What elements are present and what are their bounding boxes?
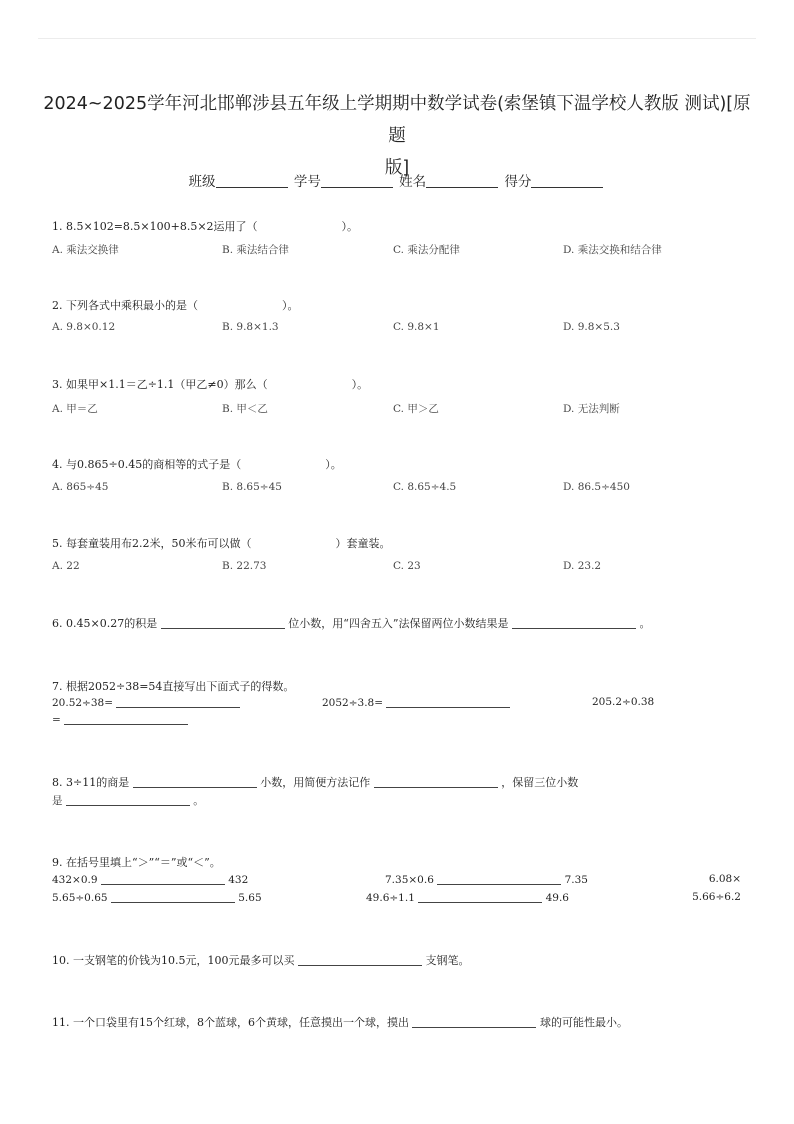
question-11 xyxy=(52,1014,628,1030)
q9-row-2-item-3: 5.66÷6.2 xyxy=(692,891,741,903)
question-1 xyxy=(52,218,358,234)
title-line-1: 2024~2025学年河北邯郸涉县五年级上学期期中数学试卷(索堡镇下温学校人教版 测试)[原题 xyxy=(43,94,751,146)
q5-option-b[interactable]: B. 22.73 xyxy=(222,560,267,572)
class-label: 班级 xyxy=(188,174,216,190)
question-9: 9. 在括号里填上“＞”“＝”或“＜”。 xyxy=(52,856,221,869)
q7-item-1 xyxy=(52,696,240,709)
class-field[interactable] xyxy=(216,173,288,188)
q7-item-3-answer xyxy=(52,713,188,726)
question-text: 6. 0.45×0.27的积是 xyxy=(52,617,158,630)
q9-blank-4[interactable] xyxy=(418,891,542,903)
q9-blank-1[interactable] xyxy=(101,873,225,885)
q9-row-2-item-1 xyxy=(52,891,262,904)
student-id-field[interactable] xyxy=(321,173,393,188)
q11-blank[interactable] xyxy=(412,1016,536,1028)
q4-option-d[interactable]: D. 86.5÷450 xyxy=(563,481,630,493)
q9-expr: 432×0.9 xyxy=(52,874,98,886)
question-text: 3. 如果甲×1.1＝乙÷1.1（甲乙≠0）那么（ xyxy=(52,378,268,391)
question-7: 7. 根据2052÷38=54直接写出下面式子的得数。 xyxy=(52,680,295,693)
q4-option-c[interactable]: C. 8.65÷4.5 xyxy=(393,481,457,493)
q9-row-1-item-2 xyxy=(385,873,588,886)
question-text-end: 。 xyxy=(193,795,204,807)
q7-expr-1: 20.52÷38= xyxy=(52,697,114,709)
q5-option-c[interactable]: C. 23 xyxy=(393,560,421,572)
question-6 xyxy=(52,615,650,631)
q9-blank-2[interactable] xyxy=(437,873,561,885)
question-text-mid: 位小数，用“四舍五入”法保留两位小数结果是 xyxy=(288,617,509,630)
q7-item-2 xyxy=(322,696,510,709)
q2-option-b[interactable]: B. 9.8×1.3 xyxy=(222,321,279,333)
q6-blank-2[interactable] xyxy=(512,617,636,629)
q8-blank-2[interactable] xyxy=(374,776,498,788)
question-text-end: 球的可能性最小。 xyxy=(539,1016,628,1029)
question-text-mid-2: ，保留三位小数 xyxy=(501,776,579,789)
q4-option-a[interactable]: A. 865÷45 xyxy=(52,481,109,493)
score-label: 得分 xyxy=(504,174,532,190)
question-text: 1. 8.5×102=8.5×100+8.5×2运用了（ xyxy=(52,220,258,233)
question-text-end: ）。 xyxy=(282,299,299,312)
q8-blank-1[interactable] xyxy=(133,776,257,788)
q3-option-c[interactable]: C. 甲＞乙 xyxy=(393,403,439,415)
q10-blank[interactable] xyxy=(298,954,422,966)
question-8 xyxy=(52,774,578,790)
name-field[interactable] xyxy=(426,173,498,188)
question-2 xyxy=(52,297,299,313)
q1-option-a[interactable]: A. 乘法交换律 xyxy=(52,244,119,256)
question-text: 8. 3÷11的商是 xyxy=(52,776,130,789)
q9-blank-3[interactable] xyxy=(111,891,235,903)
q9-value: 432 xyxy=(228,874,249,886)
q9-value: 49.6 xyxy=(545,892,569,904)
q3-option-b[interactable]: B. 甲＜乙 xyxy=(222,403,268,415)
q9-row-2-item-2 xyxy=(366,891,569,904)
q1-option-b[interactable]: B. 乘法结合律 xyxy=(222,244,289,256)
question-text: 10. 一支钢笔的价钱为10.5元，100元最多可以买 xyxy=(52,954,295,967)
question-text: 2. 下列各式中乘积最小的是（ xyxy=(52,299,198,312)
question-text: 4. 与0.865÷0.45的商相等的式子是（ xyxy=(52,458,242,471)
q7-equals: = xyxy=(52,714,61,726)
student-info-line xyxy=(0,170,794,190)
q9-expr: 7.35×0.6 xyxy=(385,874,434,886)
q9-row-1-item-3: 6.08× xyxy=(708,873,741,885)
q3-option-d[interactable]: D. 无法判断 xyxy=(563,403,620,415)
question-text: 11. 一个口袋里有15个红球，8个蓝球，6个黄球，任意摸出一个球，摸出 xyxy=(52,1016,409,1029)
question-text-end: ）。 xyxy=(325,458,342,471)
q7-blank-1[interactable] xyxy=(116,696,240,708)
score-field[interactable] xyxy=(531,173,603,188)
q2-option-d[interactable]: D. 9.8×5.3 xyxy=(563,321,620,333)
question-5 xyxy=(52,535,390,551)
q8-blank-3[interactable] xyxy=(66,794,190,806)
question-text-end: 。 xyxy=(639,617,651,630)
question-text-end: ）。 xyxy=(351,378,369,391)
q2-option-a[interactable]: A. 9.8×0.12 xyxy=(52,321,116,333)
q1-option-d[interactable]: D. 乘法交换和结合律 xyxy=(563,244,662,256)
question-text-end: ）套童装。 xyxy=(335,537,391,550)
q9-expr: 5.65÷0.65 xyxy=(52,892,108,904)
q9-row-1-item-1 xyxy=(52,873,248,886)
q9-value: 7.35 xyxy=(564,874,588,886)
q5-option-a[interactable]: A. 22 xyxy=(52,560,80,572)
q4-option-b[interactable]: B. 8.65÷45 xyxy=(222,481,282,493)
q3-option-a[interactable]: A. 甲＝乙 xyxy=(52,403,98,415)
q2-option-c[interactable]: C. 9.8×1 xyxy=(393,321,440,333)
q1-option-c[interactable]: C. 乘法分配律 xyxy=(393,244,460,256)
q7-blank-2[interactable] xyxy=(386,696,510,708)
question-text: 5. 每套童装用布2.2米，50米布可以做（ xyxy=(52,537,252,550)
question-text-end: 支钢笔。 xyxy=(425,954,470,967)
q9-value: 5.65 xyxy=(238,892,262,904)
question-4 xyxy=(52,456,342,472)
question-text-cont: 是 xyxy=(52,795,63,807)
question-text-end: ）。 xyxy=(341,220,359,233)
q6-blank-1[interactable] xyxy=(161,617,285,629)
question-text-mid: 小数，用简便方法记作 xyxy=(260,776,371,789)
title-line-2: 版] xyxy=(384,158,410,178)
name-label: 姓名 xyxy=(399,174,427,190)
question-3 xyxy=(52,376,368,392)
student-id-label: 学号 xyxy=(293,174,321,190)
q7-blank-3[interactable] xyxy=(64,713,188,725)
question-10 xyxy=(52,952,469,968)
q9-expr: 49.6÷1.1 xyxy=(366,892,415,904)
q7-expr-2: 2052÷3.8= xyxy=(322,697,384,709)
top-rule xyxy=(38,38,756,39)
q8-continuation xyxy=(52,793,204,808)
q7-expr-3: 205.2÷0.38 xyxy=(592,696,655,708)
q5-option-d[interactable]: D. 23.2 xyxy=(563,560,602,572)
